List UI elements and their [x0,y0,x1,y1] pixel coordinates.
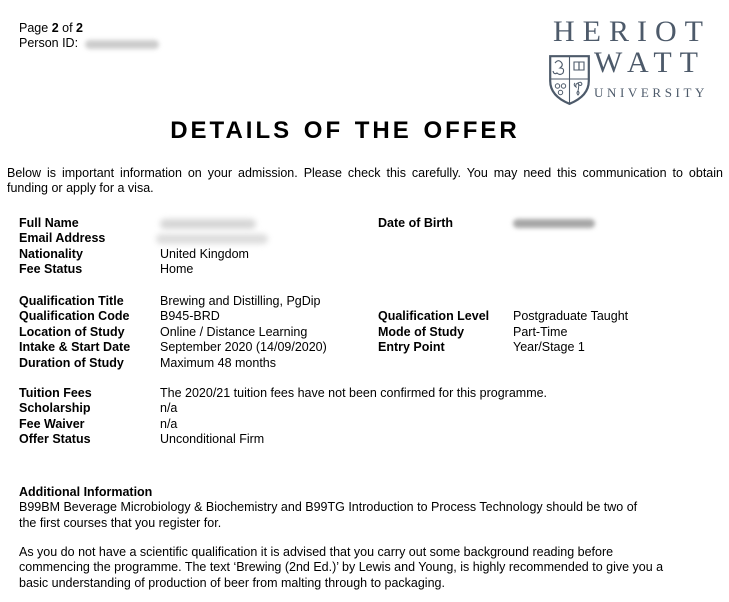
fees-block [19,386,719,448]
email-address-label: Email Address [19,231,106,246]
qualification-block [19,294,719,371]
logo-wordmark-university: UNIVERSITY [594,85,708,100]
fee-status-value: Home [160,262,194,277]
field-row-full-name [19,216,378,231]
field-row-duration-of-study [19,356,378,371]
person-id-label: Person ID: [19,36,79,51]
personal-details-block [19,216,719,278]
offer-status-label: Offer Status [19,432,91,447]
intake-start-date-value: September 2020 (14/09/2020) [160,340,327,355]
mode-of-study-value: Part-Time [513,324,568,339]
fee-waiver-label: Fee Waiver [19,416,85,431]
of-word: of [62,21,73,35]
university-crest-shield-icon [549,55,590,109]
nationality-value: United Kingdom [160,246,249,261]
entry-point-value: Year/Stage 1 [513,340,585,355]
field-row-qualification-code [19,309,378,324]
qualification-code-value: B945-BRD [160,309,220,324]
field-row-fee-status [19,262,378,277]
person-id-redacted-value [85,40,159,49]
personal-left-column [19,216,378,278]
logo-wordmark-heriot: HERIOT [553,15,711,48]
fee-waiver-value: n/a [160,416,178,431]
date-of-birth-label: Date of Birth [378,216,453,230]
page-header [19,21,159,52]
full-name-redacted-value [160,219,256,229]
nationality-label: Nationality [19,246,83,261]
date-of-birth-value [513,216,595,231]
mode-of-study-label: Mode of Study [378,324,465,339]
qualification-level-value: Postgraduate Taught [513,309,629,324]
qualification-title-label: Qualification Title [19,294,124,308]
scholarship-label: Scholarship [19,401,91,416]
dob-redacted-value [513,219,595,228]
full-name-value [160,216,256,231]
page-count-line [19,21,159,36]
field-row-location-of-study [19,325,378,340]
offer-status-value: Unconditional Firm [160,432,265,447]
additional-information-block [19,485,651,531]
field-row-email [19,231,378,246]
field-row-date-of-birth [378,216,719,231]
fee-status-label: Fee Status [19,262,83,277]
field-row-scholarship [19,401,719,416]
page-number: 2 [51,21,59,35]
email-address-value [160,231,268,246]
additional-information-text: B99BM Beverage Microbiology & Biochemistry and B99TG Introduction to Process Technology should be two of the first courses that you register for. [19,500,638,530]
field-row-qualification-title [19,294,378,309]
intro-paragraph: Below is important information on your admission. Please check this carefully. You may need this communication to obtain funding or apply for a visa. [7,166,723,196]
field-row-intake-start-date [19,340,378,355]
qualification-code-label: Qualification Code [19,309,130,324]
total-pages: 2 [76,21,83,35]
qualification-right-column [378,309,719,371]
additional-information-heading: Additional Information [19,485,153,499]
qualification-left-column [19,294,378,371]
person-id-line [19,36,159,51]
closing-paragraph: As you do not have a scientific qualification it is advised that you carry out some background reading before commencing the programme. The text ‘Brewing (2nd Ed.)’ by Lewis and Young, is highly recommended to give you a basic understanding of production of beer from malting through to packaging. [19,545,664,590]
email-redacted-value [156,234,268,244]
field-row-fee-waiver [19,417,719,432]
field-row-nationality [19,247,378,262]
location-of-study-label: Location of Study [19,324,125,339]
field-row-entry-point [378,340,719,355]
page-word: Page [19,21,49,35]
qualification-title-value: Brewing and Distilling, PgDip [160,294,321,308]
personal-right-column [378,216,719,278]
full-name-label: Full Name [19,216,79,230]
tuition-fees-label: Tuition Fees [19,386,92,400]
logo-wordmark-watt: WATT [594,46,706,79]
tuition-fees-value: The 2020/21 tuition fees have not been confirmed for this programme. [160,386,548,400]
page-title: DETAILS OF THE OFFER [170,117,520,144]
scholarship-value: n/a [160,401,178,416]
university-logo [549,14,717,108]
field-row-offer-status [19,432,719,447]
field-row-tuition-fees [19,386,719,401]
field-row-qualification-level [378,309,719,324]
duration-of-study-value: Maximum 48 months [160,355,277,370]
field-row-mode-of-study [378,325,719,340]
entry-point-label: Entry Point [378,340,445,355]
intake-start-date-label: Intake & Start Date [19,340,131,355]
duration-of-study-label: Duration of Study [19,355,124,370]
location-of-study-value: Online / Distance Learning [160,324,308,339]
qualification-level-label: Qualification Level [378,309,490,324]
